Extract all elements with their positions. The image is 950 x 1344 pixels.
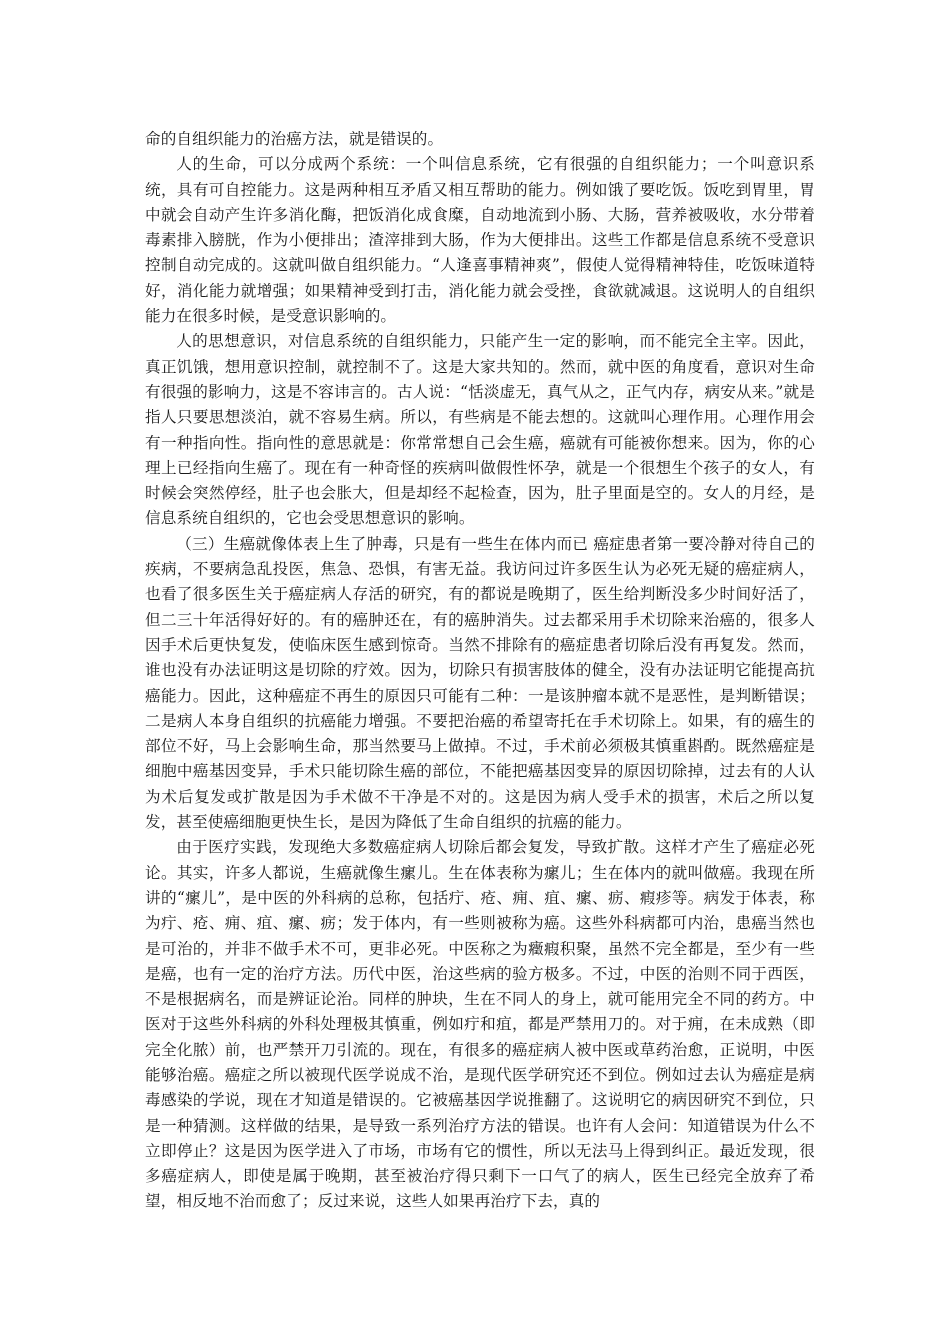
document-page [145, 127, 815, 1215]
paragraph-4: （三）生癌就像体表上生了肿毒，只是有一些生在体内而已 癌症患者第一要冷静对待自己的疾病，不要病急乱投医，焦急、恐惧，有害无益。我访问过许多医生认为必死无疑的癌症病人，也看了很多医生关于癌症病人存活的研究，有的都说是晚期了，医生给判断没多少时间好活了，但二三十年活得好好的。有的癌肿还在，有的癌肿消失。过去都采用手术切除来治癌的，很多人因手术后更快复发，使临床医生感到惊奇。当然不排除有的癌症患者切除后没有再复发。然而，谁也没有办法证明这是切除的疗效。因为，切除只有损害肢体的健全，没有办法证明它能提高抗癌能力。因此，这种癌症不再生的原因只可能有二种：一是该肿瘤本就不是恶性，是判断错误；二是病人本身自组织的抗癌能力增强。不要把治癌的希望寄托在手术切除上。如果，有的癌生的部位不好，马上会影响生命，那当然要马上做掉。不过，手术前必须极其慎重斟酌。既然癌症是细胞中癌基因变异，手术只能切除生癌的部位，不能把癌基因变异的原因切除掉，过去有的人认为术后复发或扩散是因为手术做不干净是不对的。这是因为病人受手术的损害，术后之所以复发，甚至使癌细胞更快生长，是因为降低了生命自组织的抗癌的能力。 [145, 534, 815, 832]
paragraph-1: 命的自组织能力的治癌方法，就是错误的。 [145, 130, 444, 148]
paragraph-3: 人的思想意识，对信息系统的自组织能力，只能产生一定的影响，而不能完全主宰。因此，真正饥饿，想用意识控制，就控制不了。这是大家共知的。然而，就中医的角度看，意识对生命有很强的影响力，这是不容讳言的。古人说：“恬淡虚无，真气从之，正气内存，病安从来。”就是指人只要思想淡泊，就不容易生病。所以，有些病是不能去想的。这就叫心理作用。心理作用会有一种指向性。指向性的意思就是：你常常想自己会生癌，癌就有可能被你想来。因为，你的心理上已经指向生癌了。现在有一种奇怪的疾病叫做假性怀孕，就是一个很想生个孩子的女人，有时候会突然停经，肚子也会胀大，但是却经不起检查，因为，肚子里面是空的。女人的月经，是信息系统自组织的，它也会受思想意识的影响。 [145, 332, 815, 528]
paragraph-2: 人的生命，可以分成两个系统：一个叫信息系统，它有很强的自组织能力；一个叫意识系统，具有可自控能力。这是两种相互矛盾又相互帮助的能力。例如饿了要吃饭。饭吃到胃里，胃中就会自动产生许多消化酶，把饭消化成食糜，自动地流到小肠、大肠，营养被吸收，水分带着毒素排入膀胱，作为小便排出；渣滓排到大肠，作为大便排出。这些工作都是信息系统不受意识控制自动完成的。这就叫做自组织能力。“人逢喜事精神爽”，假使人觉得精神特佳，吃饭味道特好，消化能力就增强；如果精神受到打击，消化能力就会受挫，食欲就减退。这说明人的自组织能力在很多时候，是受意识影响的。 [145, 155, 815, 326]
paragraph-5: 由于医疗实践，发现绝大多数癌症病人切除后都会复发，导致扩散。这样才产生了癌症必死论。其实，许多人都说，生癌就像生瘰儿。生在体表称为瘰儿；生在体内的就叫做癌。我现在所讲的“瘰儿”，是中医的外科病的总称，包括疔、疮、痈、疽、瘰、疬、瘕疹等。病发于体表，称为疔、疮、痈、疽、瘰、疬；发于体内，有一些则被称为癌。这些外科病都可内治，患癌当然也是可治的，并非不做手术不可，更非必死。中医称之为癥瘕积聚，虽然不完全都是，至少有一些是癌，也有一定的治疗方法。历代中医，治这些病的验方极多。不过，中医的治则不同于西医，不是根据病名，而是辨证论治。同样的肿块，生在不同人的身上，就可能用完全不同的药方。中医对于这些外科病的外科处理极其慎重，例如疔和疽，都是严禁用刀的。对于痈，在未成熟（即完全化脓）前，也严禁开刀引流的。现在，有很多的癌症病人被中医或草药治愈，正说明，中医能够治癌。癌症之所以被现代医学说成不治，是现代医学研究还不到位。例如过去认为癌症是病毒感染的学说，现在才知道是错误的。它被癌基因学说推翻了。这说明它的病因研究不到位，只是一种猜测。这样做的结果，是导致一系列治疗方法的错误。也许有人会问：知道错误为什么不立即停止？这是因为医学进入了市场，市场有它的惯性，所以无法马上得到纠正。最近发现，很多癌症病人，即使是属于晚期，甚至被治疗得只剩下一口气了的病人，医生已经完全放弃了希望，相反地不治而愈了；反过来说，这些人如果再治疗下去，真的 [145, 838, 815, 1211]
